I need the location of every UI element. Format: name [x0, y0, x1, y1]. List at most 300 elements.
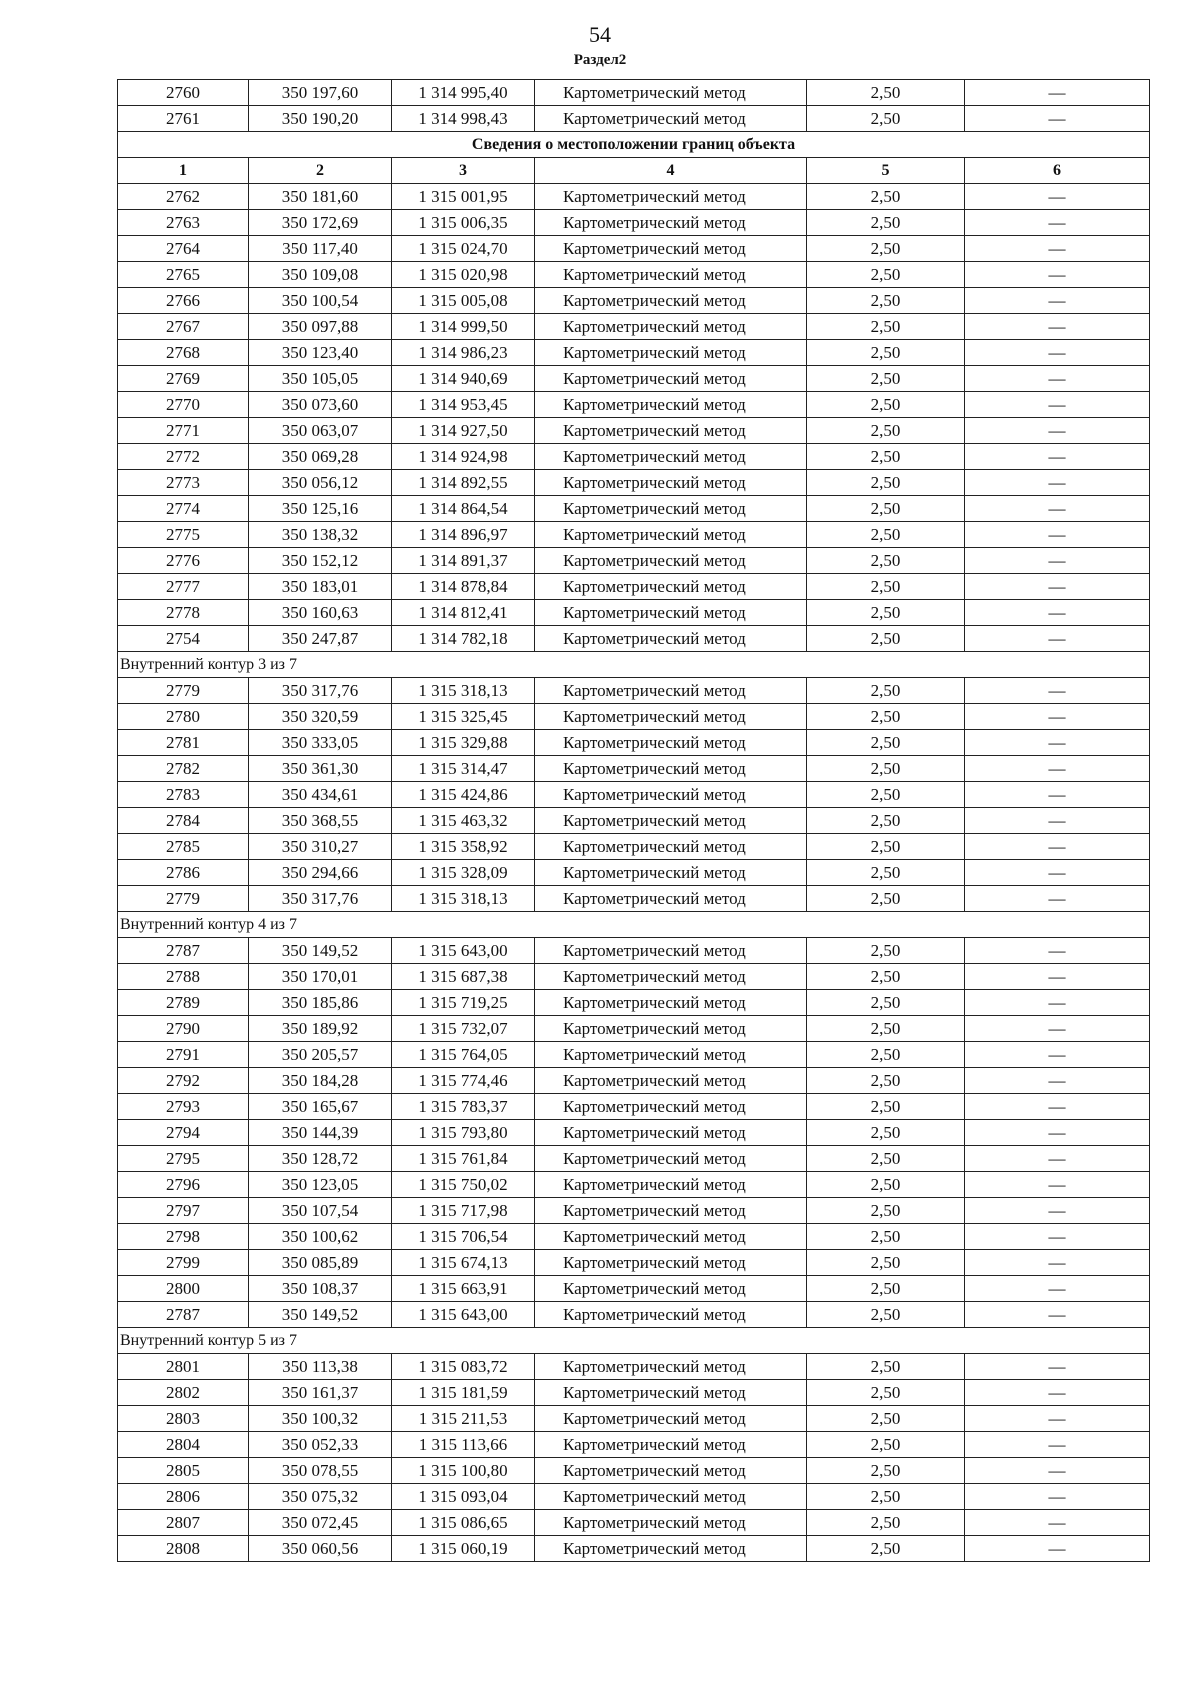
- x-coordinate-cell: 350 123,05: [249, 1172, 392, 1198]
- point-number-cell: 2787: [118, 1302, 249, 1328]
- y-coordinate-cell: 1 315 719,25: [392, 990, 535, 1016]
- accuracy-cell: 2,50: [807, 1068, 965, 1094]
- description-cell: —: [965, 1250, 1150, 1276]
- method-cell: Картометрический метод: [535, 990, 807, 1016]
- point-number-cell: 2777: [118, 574, 249, 600]
- x-coordinate-cell: 350 172,69: [249, 210, 392, 236]
- y-coordinate-cell: 1 315 674,13: [392, 1250, 535, 1276]
- description-cell: —: [965, 1380, 1150, 1406]
- table-row: [118, 418, 1150, 444]
- method-cell: Картометрический метод: [535, 496, 807, 522]
- x-coordinate-cell: 350 107,54: [249, 1198, 392, 1224]
- table-row: [118, 1068, 1150, 1094]
- accuracy-cell: 2,50: [807, 808, 965, 834]
- description-cell: —: [965, 1536, 1150, 1562]
- table-row: [118, 1120, 1150, 1146]
- point-number-cell: 2802: [118, 1380, 249, 1406]
- description-cell: —: [965, 1432, 1150, 1458]
- description-cell: —: [965, 1198, 1150, 1224]
- point-number-cell: 2808: [118, 1536, 249, 1562]
- point-number-cell: 2780: [118, 704, 249, 730]
- accuracy-cell: 2,50: [807, 1016, 965, 1042]
- table-row: [118, 1172, 1150, 1198]
- table-row: [118, 678, 1150, 704]
- accuracy-cell: 2,50: [807, 1354, 965, 1380]
- accuracy-cell: 2,50: [807, 1146, 965, 1172]
- column-number: 3: [392, 158, 535, 184]
- y-coordinate-cell: 1 314 864,54: [392, 496, 535, 522]
- y-coordinate-cell: 1 314 892,55: [392, 470, 535, 496]
- method-cell: Картометрический метод: [535, 1172, 807, 1198]
- x-coordinate-cell: 350 149,52: [249, 938, 392, 964]
- coordinates-table: [117, 79, 1150, 1562]
- point-number-cell: 2779: [118, 678, 249, 704]
- accuracy-cell: 2,50: [807, 1276, 965, 1302]
- y-coordinate-cell: 1 315 113,66: [392, 1432, 535, 1458]
- y-coordinate-cell: 1 314 986,23: [392, 340, 535, 366]
- y-coordinate-cell: 1 315 329,88: [392, 730, 535, 756]
- method-cell: Картометрический метод: [535, 730, 807, 756]
- description-cell: —: [965, 106, 1150, 132]
- table-row: [118, 262, 1150, 288]
- table-row: [118, 1042, 1150, 1068]
- accuracy-cell: 2,50: [807, 418, 965, 444]
- description-cell: —: [965, 288, 1150, 314]
- y-coordinate-cell: 1 315 687,38: [392, 964, 535, 990]
- point-number-cell: 2773: [118, 470, 249, 496]
- point-number-cell: 2794: [118, 1120, 249, 1146]
- method-cell: Картометрический метод: [535, 1198, 807, 1224]
- accuracy-cell: 2,50: [807, 1406, 965, 1432]
- accuracy-cell: 2,50: [807, 730, 965, 756]
- point-number-cell: 2754: [118, 626, 249, 652]
- y-coordinate-cell: 1 315 086,65: [392, 1510, 535, 1536]
- y-coordinate-cell: 1 315 318,13: [392, 678, 535, 704]
- table-row: [118, 1406, 1150, 1432]
- description-cell: —: [965, 756, 1150, 782]
- y-coordinate-cell: 1 314 927,50: [392, 418, 535, 444]
- accuracy-cell: 2,50: [807, 236, 965, 262]
- accuracy-cell: 2,50: [807, 626, 965, 652]
- description-cell: —: [965, 860, 1150, 886]
- point-number-cell: 2786: [118, 860, 249, 886]
- point-number-cell: 2787: [118, 938, 249, 964]
- description-cell: —: [965, 782, 1150, 808]
- section-title: Раздел2: [573, 52, 627, 68]
- x-coordinate-cell: 350 075,32: [249, 1484, 392, 1510]
- y-coordinate-cell: 1 314 812,41: [392, 600, 535, 626]
- x-coordinate-cell: 350 108,37: [249, 1276, 392, 1302]
- y-coordinate-cell: 1 315 774,46: [392, 1068, 535, 1094]
- accuracy-cell: 2,50: [807, 184, 965, 210]
- method-cell: Картометрический метод: [535, 626, 807, 652]
- accuracy-cell: 2,50: [807, 522, 965, 548]
- y-coordinate-cell: 1 315 093,04: [392, 1484, 535, 1510]
- y-coordinate-cell: 1 315 001,95: [392, 184, 535, 210]
- method-cell: Картометрический метод: [535, 1406, 807, 1432]
- accuracy-cell: 2,50: [807, 1458, 965, 1484]
- x-coordinate-cell: 350 247,87: [249, 626, 392, 652]
- accuracy-cell: 2,50: [807, 704, 965, 730]
- accuracy-cell: 2,50: [807, 1042, 965, 1068]
- x-coordinate-cell: 350 128,72: [249, 1146, 392, 1172]
- table-row: [118, 1536, 1150, 1562]
- description-cell: —: [965, 1042, 1150, 1068]
- point-number-cell: 2770: [118, 392, 249, 418]
- y-coordinate-cell: 1 314 953,45: [392, 392, 535, 418]
- description-cell: —: [965, 522, 1150, 548]
- point-number-cell: 2800: [118, 1276, 249, 1302]
- table-row: [118, 522, 1150, 548]
- table-row: [118, 574, 1150, 600]
- x-coordinate-cell: 350 113,38: [249, 1354, 392, 1380]
- y-coordinate-cell: 1 315 793,80: [392, 1120, 535, 1146]
- table-row: [118, 496, 1150, 522]
- x-coordinate-cell: 350 185,86: [249, 990, 392, 1016]
- method-cell: Картометрический метод: [535, 1302, 807, 1328]
- method-cell: Картометрический метод: [535, 1250, 807, 1276]
- point-number-cell: 2774: [118, 496, 249, 522]
- description-cell: —: [965, 496, 1150, 522]
- point-number-cell: 2760: [118, 80, 249, 106]
- table-row: [118, 1354, 1150, 1380]
- accuracy-cell: 2,50: [807, 1224, 965, 1250]
- point-number-cell: 2785: [118, 834, 249, 860]
- table-row: [118, 80, 1150, 106]
- accuracy-cell: 2,50: [807, 1380, 965, 1406]
- description-cell: —: [965, 1224, 1150, 1250]
- table-row: [118, 288, 1150, 314]
- method-cell: Картометрический метод: [535, 1510, 807, 1536]
- method-cell: Картометрический метод: [535, 288, 807, 314]
- accuracy-cell: 2,50: [807, 600, 965, 626]
- accuracy-cell: 2,50: [807, 1120, 965, 1146]
- description-cell: —: [965, 210, 1150, 236]
- description-cell: —: [965, 1406, 1150, 1432]
- point-number-cell: 2788: [118, 964, 249, 990]
- point-number-cell: 2775: [118, 522, 249, 548]
- point-number-cell: 2789: [118, 990, 249, 1016]
- y-coordinate-cell: 1 315 060,19: [392, 1536, 535, 1562]
- column-number: 2: [249, 158, 392, 184]
- x-coordinate-cell: 350 205,57: [249, 1042, 392, 1068]
- x-coordinate-cell: 350 183,01: [249, 574, 392, 600]
- x-coordinate-cell: 350 190,20: [249, 106, 392, 132]
- method-cell: Картометрический метод: [535, 366, 807, 392]
- description-cell: —: [965, 704, 1150, 730]
- table-row: [118, 548, 1150, 574]
- point-number-cell: 2768: [118, 340, 249, 366]
- table-row: [118, 1302, 1150, 1328]
- x-coordinate-cell: 350 181,60: [249, 184, 392, 210]
- method-cell: Картометрический метод: [535, 704, 807, 730]
- y-coordinate-cell: 1 314 940,69: [392, 366, 535, 392]
- method-cell: Картометрический метод: [535, 938, 807, 964]
- table-row: [118, 990, 1150, 1016]
- contour-label: Внутренний контур 5 из 7: [118, 1328, 1150, 1354]
- table-row: [118, 236, 1150, 262]
- point-number-cell: 2803: [118, 1406, 249, 1432]
- table-row: [118, 392, 1150, 418]
- x-coordinate-cell: 350 069,28: [249, 444, 392, 470]
- table-row: [118, 106, 1150, 132]
- point-number-cell: 2799: [118, 1250, 249, 1276]
- y-coordinate-cell: 1 314 998,43: [392, 106, 535, 132]
- x-coordinate-cell: 350 078,55: [249, 1458, 392, 1484]
- y-coordinate-cell: 1 315 663,91: [392, 1276, 535, 1302]
- method-cell: Картометрический метод: [535, 860, 807, 886]
- description-cell: —: [965, 1068, 1150, 1094]
- column-number: 1: [118, 158, 249, 184]
- column-number: 6: [965, 158, 1150, 184]
- y-coordinate-cell: 1 315 211,53: [392, 1406, 535, 1432]
- table-row: [118, 938, 1150, 964]
- y-coordinate-cell: 1 315 463,32: [392, 808, 535, 834]
- description-cell: —: [965, 886, 1150, 912]
- method-cell: Картометрический метод: [535, 1458, 807, 1484]
- point-number-cell: 2762: [118, 184, 249, 210]
- accuracy-cell: 2,50: [807, 106, 965, 132]
- column-number-row: [118, 158, 1150, 184]
- x-coordinate-cell: 350 361,30: [249, 756, 392, 782]
- table-row: [118, 626, 1150, 652]
- method-cell: Картометрический метод: [535, 392, 807, 418]
- x-coordinate-cell: 350 063,07: [249, 418, 392, 444]
- description-cell: —: [965, 1484, 1150, 1510]
- x-coordinate-cell: 350 097,88: [249, 314, 392, 340]
- y-coordinate-cell: 1 314 995,40: [392, 80, 535, 106]
- accuracy-cell: 2,50: [807, 990, 965, 1016]
- x-coordinate-cell: 350 073,60: [249, 392, 392, 418]
- accuracy-cell: 2,50: [807, 496, 965, 522]
- description-cell: —: [965, 184, 1150, 210]
- method-cell: Картометрический метод: [535, 1016, 807, 1042]
- method-cell: Картометрический метод: [535, 1042, 807, 1068]
- table-row: [118, 1510, 1150, 1536]
- contour-label-row: [118, 912, 1150, 938]
- description-cell: —: [965, 1146, 1150, 1172]
- y-coordinate-cell: 1 315 761,84: [392, 1146, 535, 1172]
- method-cell: Картометрический метод: [535, 210, 807, 236]
- method-cell: Картометрический метод: [535, 444, 807, 470]
- y-coordinate-cell: 1 315 083,72: [392, 1354, 535, 1380]
- table-row: [118, 964, 1150, 990]
- point-number-cell: 2804: [118, 1432, 249, 1458]
- description-cell: —: [965, 938, 1150, 964]
- x-coordinate-cell: 350 184,28: [249, 1068, 392, 1094]
- accuracy-cell: 2,50: [807, 834, 965, 860]
- accuracy-cell: 2,50: [807, 1536, 965, 1562]
- y-coordinate-cell: 1 315 020,98: [392, 262, 535, 288]
- method-cell: Картометрический метод: [535, 834, 807, 860]
- description-cell: —: [965, 678, 1150, 704]
- method-cell: Картометрический метод: [535, 236, 807, 262]
- description-cell: —: [965, 366, 1150, 392]
- x-coordinate-cell: 350 144,39: [249, 1120, 392, 1146]
- table-row: [118, 366, 1150, 392]
- y-coordinate-cell: 1 315 024,70: [392, 236, 535, 262]
- point-number-cell: 2761: [118, 106, 249, 132]
- point-number-cell: 2801: [118, 1354, 249, 1380]
- method-cell: Картометрический метод: [535, 522, 807, 548]
- description-cell: —: [965, 1354, 1150, 1380]
- page-number: 54: [589, 22, 611, 47]
- accuracy-cell: 2,50: [807, 1198, 965, 1224]
- table-row: [118, 184, 1150, 210]
- point-number-cell: 2767: [118, 314, 249, 340]
- y-coordinate-cell: 1 314 891,37: [392, 548, 535, 574]
- x-coordinate-cell: 350 368,55: [249, 808, 392, 834]
- description-cell: —: [965, 1510, 1150, 1536]
- table-row: [118, 340, 1150, 366]
- accuracy-cell: 2,50: [807, 756, 965, 782]
- section-header-row: [118, 132, 1150, 158]
- coordinates-table-body: [118, 80, 1150, 1562]
- x-coordinate-cell: 350 072,45: [249, 1510, 392, 1536]
- x-coordinate-cell: 350 152,12: [249, 548, 392, 574]
- x-coordinate-cell: 350 333,05: [249, 730, 392, 756]
- x-coordinate-cell: 350 197,60: [249, 80, 392, 106]
- table-row: [118, 444, 1150, 470]
- x-coordinate-cell: 350 100,54: [249, 288, 392, 314]
- x-coordinate-cell: 350 160,63: [249, 600, 392, 626]
- contour-label: Внутренний контур 4 из 7: [118, 912, 1150, 938]
- accuracy-cell: 2,50: [807, 210, 965, 236]
- table-row: [118, 210, 1150, 236]
- description-cell: —: [965, 262, 1150, 288]
- description-cell: —: [965, 964, 1150, 990]
- contour-label-row: [118, 1328, 1150, 1354]
- description-cell: —: [965, 80, 1150, 106]
- method-cell: Картометрический метод: [535, 1094, 807, 1120]
- table-row: [118, 886, 1150, 912]
- method-cell: Картометрический метод: [535, 886, 807, 912]
- y-coordinate-cell: 1 315 732,07: [392, 1016, 535, 1042]
- description-cell: —: [965, 1094, 1150, 1120]
- accuracy-cell: 2,50: [807, 262, 965, 288]
- table-row: [118, 782, 1150, 808]
- accuracy-cell: 2,50: [807, 470, 965, 496]
- x-coordinate-cell: 350 060,56: [249, 1536, 392, 1562]
- method-cell: Картометрический метод: [535, 1484, 807, 1510]
- x-coordinate-cell: 350 100,62: [249, 1224, 392, 1250]
- column-number: 4: [535, 158, 807, 184]
- accuracy-cell: 2,50: [807, 366, 965, 392]
- y-coordinate-cell: 1 314 999,50: [392, 314, 535, 340]
- point-number-cell: 2798: [118, 1224, 249, 1250]
- x-coordinate-cell: 350 310,27: [249, 834, 392, 860]
- y-coordinate-cell: 1 315 764,05: [392, 1042, 535, 1068]
- description-cell: —: [965, 314, 1150, 340]
- accuracy-cell: 2,50: [807, 1484, 965, 1510]
- table-row: [118, 1250, 1150, 1276]
- table-row: [118, 1484, 1150, 1510]
- method-cell: Картометрический метод: [535, 574, 807, 600]
- accuracy-cell: 2,50: [807, 1432, 965, 1458]
- y-coordinate-cell: 1 315 717,98: [392, 1198, 535, 1224]
- description-cell: —: [965, 392, 1150, 418]
- y-coordinate-cell: 1 315 006,35: [392, 210, 535, 236]
- contour-label: Внутренний контур 3 из 7: [118, 652, 1150, 678]
- description-cell: —: [965, 1458, 1150, 1484]
- method-cell: Картометрический метод: [535, 1276, 807, 1302]
- description-cell: —: [965, 470, 1150, 496]
- point-number-cell: 2784: [118, 808, 249, 834]
- table-row: [118, 730, 1150, 756]
- accuracy-cell: 2,50: [807, 288, 965, 314]
- description-cell: —: [965, 1120, 1150, 1146]
- description-cell: —: [965, 340, 1150, 366]
- table-row: [118, 1276, 1150, 1302]
- y-coordinate-cell: 1 315 314,47: [392, 756, 535, 782]
- x-coordinate-cell: 350 117,40: [249, 236, 392, 262]
- x-coordinate-cell: 350 170,01: [249, 964, 392, 990]
- y-coordinate-cell: 1 314 782,18: [392, 626, 535, 652]
- table-row: [118, 1094, 1150, 1120]
- point-number-cell: 2782: [118, 756, 249, 782]
- x-coordinate-cell: 350 125,16: [249, 496, 392, 522]
- method-cell: Картометрический метод: [535, 1536, 807, 1562]
- y-coordinate-cell: 1 315 005,08: [392, 288, 535, 314]
- x-coordinate-cell: 350 317,76: [249, 886, 392, 912]
- method-cell: Картометрический метод: [535, 470, 807, 496]
- x-coordinate-cell: 350 294,66: [249, 860, 392, 886]
- table-row: [118, 704, 1150, 730]
- point-number-cell: 2764: [118, 236, 249, 262]
- point-number-cell: 2805: [118, 1458, 249, 1484]
- point-number-cell: 2806: [118, 1484, 249, 1510]
- method-cell: Картометрический метод: [535, 262, 807, 288]
- method-cell: Картометрический метод: [535, 782, 807, 808]
- x-coordinate-cell: 350 138,32: [249, 522, 392, 548]
- y-coordinate-cell: 1 315 750,02: [392, 1172, 535, 1198]
- table-row: [118, 470, 1150, 496]
- method-cell: Картометрический метод: [535, 964, 807, 990]
- x-coordinate-cell: 350 105,05: [249, 366, 392, 392]
- table-row: [118, 756, 1150, 782]
- x-coordinate-cell: 350 123,40: [249, 340, 392, 366]
- y-coordinate-cell: 1 315 325,45: [392, 704, 535, 730]
- point-number-cell: 2779: [118, 886, 249, 912]
- point-number-cell: 2795: [118, 1146, 249, 1172]
- point-number-cell: 2793: [118, 1094, 249, 1120]
- method-cell: Картометрический метод: [535, 1380, 807, 1406]
- x-coordinate-cell: 350 434,61: [249, 782, 392, 808]
- accuracy-cell: 2,50: [807, 782, 965, 808]
- y-coordinate-cell: 1 315 424,86: [392, 782, 535, 808]
- x-coordinate-cell: 350 189,92: [249, 1016, 392, 1042]
- description-cell: —: [965, 834, 1150, 860]
- point-number-cell: 2790: [118, 1016, 249, 1042]
- x-coordinate-cell: 350 056,12: [249, 470, 392, 496]
- x-coordinate-cell: 350 052,33: [249, 1432, 392, 1458]
- description-cell: —: [965, 236, 1150, 262]
- y-coordinate-cell: 1 314 924,98: [392, 444, 535, 470]
- description-cell: —: [965, 418, 1150, 444]
- table-row: [118, 834, 1150, 860]
- method-cell: Картометрический метод: [535, 1068, 807, 1094]
- accuracy-cell: 2,50: [807, 678, 965, 704]
- accuracy-cell: 2,50: [807, 314, 965, 340]
- x-coordinate-cell: 350 320,59: [249, 704, 392, 730]
- accuracy-cell: 2,50: [807, 1510, 965, 1536]
- table-row: [118, 1432, 1150, 1458]
- point-number-cell: 2771: [118, 418, 249, 444]
- method-cell: Картометрический метод: [535, 1354, 807, 1380]
- description-cell: —: [965, 1016, 1150, 1042]
- accuracy-cell: 2,50: [807, 886, 965, 912]
- table-row: [118, 1224, 1150, 1250]
